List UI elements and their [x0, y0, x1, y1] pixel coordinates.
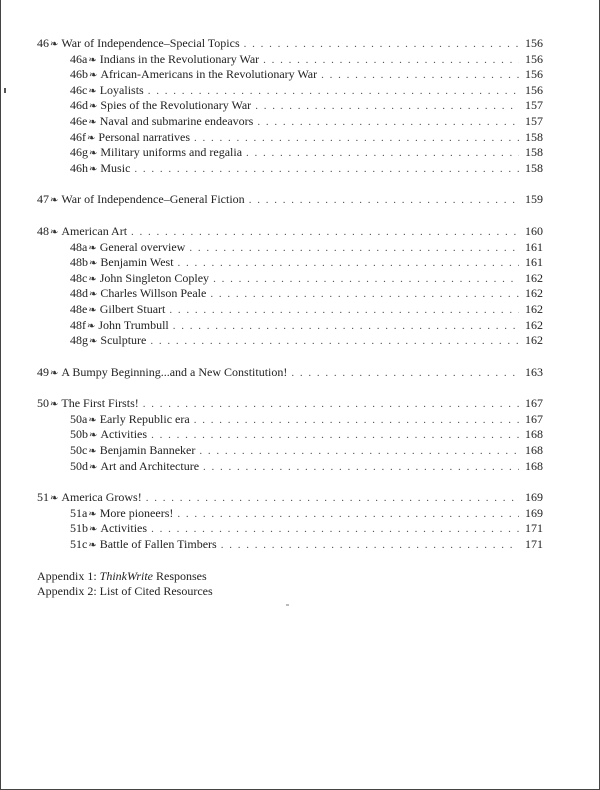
entry-number: 50b	[70, 427, 88, 442]
dot-leader	[321, 68, 519, 84]
toc-entry[interactable]	[37, 224, 543, 240]
entry-page-number: 159	[525, 192, 543, 207]
dot-leader	[244, 37, 519, 53]
dot-leader	[203, 460, 519, 476]
dot-leader	[151, 428, 519, 444]
dot-leader	[146, 491, 519, 507]
scan-mark	[4, 88, 6, 93]
floral-heart-icon: ❧	[88, 54, 97, 66]
entry-title: War of Independence–General Fiction	[61, 192, 245, 207]
toc-entry[interactable]	[37, 365, 543, 381]
entry-page-number: 169	[525, 490, 543, 505]
toc-section	[37, 36, 543, 176]
dot-leader	[213, 272, 519, 288]
dot-leader	[255, 99, 519, 115]
entry-number: 48e	[70, 301, 88, 316]
entry-page-number: 156	[525, 67, 543, 82]
toc-subentry[interactable]	[37, 130, 543, 146]
entry-title: More pioneers!	[99, 505, 174, 520]
toc-subentry[interactable]	[37, 114, 543, 130]
toc-subentry[interactable]	[37, 145, 543, 161]
dot-leader	[148, 84, 519, 100]
entry-number: 48f	[70, 317, 86, 332]
dot-leader	[291, 366, 519, 382]
toc-subentry[interactable]	[37, 443, 543, 459]
entry-number: 46b	[70, 67, 88, 82]
toc-subentry[interactable]	[37, 240, 543, 256]
entry-title: Benjamin Banneker	[99, 443, 196, 458]
floral-heart-icon: ❧	[89, 258, 98, 270]
entry-page-number: 163	[525, 364, 543, 379]
floral-heart-icon: ❧	[50, 493, 59, 505]
entry-page-number: 160	[525, 223, 543, 238]
dot-leader	[246, 146, 519, 162]
entry-title: Military uniforms and regalia	[100, 145, 243, 160]
toc-subentry[interactable]	[37, 302, 543, 318]
floral-heart-icon: ❧	[87, 320, 96, 332]
appendix-1-suffix: Responses	[153, 568, 207, 583]
toc-subentry[interactable]	[37, 286, 543, 302]
entry-title: Gilbert Stuart	[99, 301, 166, 316]
entry-page-number: 167	[525, 411, 543, 426]
entry-number: 46c	[70, 82, 88, 97]
entry-page-number: 161	[525, 255, 543, 270]
entry-number: 51c	[70, 537, 88, 552]
toc-subentry[interactable]	[37, 271, 543, 287]
floral-heart-icon: ❧	[88, 446, 97, 458]
toc-subentry[interactable]	[37, 427, 543, 443]
entry-number: 51	[37, 490, 49, 505]
entry-title: Loyalists	[99, 82, 144, 97]
entry-number: 48a	[70, 239, 88, 254]
appendix-2[interactable]: Appendix 2: List of Cited Resources	[37, 584, 213, 599]
entry-title: African-Americans in the Revolutionary War	[100, 67, 318, 82]
floral-heart-icon: ❧	[89, 430, 98, 442]
toc-subentry[interactable]	[37, 459, 543, 475]
floral-heart-icon: ❧	[89, 461, 98, 473]
entry-number: 48d	[70, 286, 88, 301]
entry-number: 50a	[70, 411, 88, 426]
toc-subentry[interactable]	[37, 537, 543, 553]
floral-heart-icon: ❧	[89, 148, 98, 160]
floral-heart-icon: ❧	[88, 304, 97, 316]
floral-heart-icon: ❧	[50, 195, 59, 207]
entry-page-number: 171	[525, 537, 543, 552]
entry-title: Activities	[100, 427, 148, 442]
entry-page-number: 162	[525, 301, 543, 316]
entry-page-number: 161	[525, 239, 543, 254]
entry-title: Activities	[100, 521, 148, 536]
toc-entry[interactable]	[37, 36, 543, 52]
entry-title: Music	[100, 160, 131, 175]
dot-leader	[134, 162, 519, 178]
entry-number: 48	[37, 223, 49, 238]
floral-heart-icon: ❧	[88, 273, 97, 285]
entry-page-number: 157	[525, 113, 543, 128]
entry-title: Battle of Fallen Timbers	[99, 537, 217, 552]
dot-leader	[178, 256, 519, 272]
floral-heart-icon: ❧	[88, 85, 97, 97]
toc-subentry[interactable]	[37, 255, 543, 271]
entry-title: Charles Willson Peale	[100, 286, 207, 301]
entry-number: 50d	[70, 458, 88, 473]
entry-title: A Bumpy Beginning...and a New Constitution!	[61, 364, 288, 379]
entry-number: 46d	[70, 98, 88, 113]
entry-number: 47	[37, 192, 49, 207]
entry-title: Early Republic era	[99, 411, 190, 426]
toc-entry[interactable]	[37, 192, 543, 208]
toc-entry[interactable]	[37, 490, 543, 506]
entry-title: War of Independence–Special Topics	[61, 36, 240, 50]
entry-title: Sculpture	[100, 333, 147, 348]
floral-heart-icon: ❧	[50, 367, 59, 379]
toc-subentry[interactable]	[37, 98, 543, 114]
entry-page-number: 157	[525, 98, 543, 113]
entry-title: Art and Architecture	[100, 458, 200, 473]
dot-leader	[150, 334, 519, 350]
floral-heart-icon: ❧	[88, 116, 97, 128]
entry-title: Personal narratives	[98, 129, 191, 144]
appendix-1-italic: ThinkWrite	[99, 568, 154, 583]
toc-subentry[interactable]	[37, 506, 543, 522]
floral-heart-icon: ❧	[89, 70, 98, 82]
scan-speck	[286, 604, 289, 606]
entry-number: 46h	[70, 160, 88, 175]
dot-leader	[151, 522, 519, 538]
dot-leader	[131, 225, 519, 241]
entry-title: Naval and submarine endeavors	[99, 113, 254, 128]
dot-leader	[199, 444, 519, 460]
appendix-1[interactable]	[37, 569, 543, 585]
entry-page-number: 158	[525, 145, 543, 160]
entry-number: 50c	[70, 443, 88, 458]
entry-number: 46e	[70, 113, 88, 128]
floral-heart-icon: ❧	[87, 132, 96, 144]
toc-subentry[interactable]	[37, 333, 543, 349]
toc-subentry[interactable]	[37, 521, 543, 537]
entry-number: 48g	[70, 333, 88, 348]
entry-number: 46f	[70, 129, 86, 144]
entry-number: 50	[37, 396, 49, 411]
entry-page-number: 169	[525, 505, 543, 520]
dot-leader	[194, 131, 519, 147]
entry-title: Benjamin West	[100, 255, 174, 270]
floral-heart-icon: ❧	[88, 508, 97, 520]
entry-page-number: 162	[525, 333, 543, 348]
entry-page-number: 168	[525, 458, 543, 473]
entry-number: 51a	[70, 505, 88, 520]
toc-subentry[interactable]	[37, 52, 543, 68]
dot-leader	[169, 303, 519, 319]
entry-page-number: 158	[525, 129, 543, 144]
entry-title: American Art	[61, 223, 128, 238]
floral-heart-icon: ❧	[89, 289, 98, 301]
floral-heart-icon: ❧	[89, 163, 98, 175]
dot-leader	[189, 241, 519, 257]
toc-subentry[interactable]	[37, 83, 543, 99]
entry-number: 48b	[70, 255, 88, 270]
entry-number: 51b	[70, 521, 88, 536]
appendix-list	[37, 569, 543, 600]
entry-page-number: 156	[525, 51, 543, 66]
dot-leader	[210, 287, 519, 303]
entry-page-number: 156	[525, 36, 543, 50]
entry-title: John Trumbull	[98, 317, 169, 332]
floral-heart-icon: ❧	[88, 540, 97, 552]
floral-heart-icon: ❧	[50, 226, 59, 238]
entry-number: 48c	[70, 270, 88, 285]
appendix-1-prefix: Appendix 1:	[37, 568, 100, 583]
entry-number: 46g	[70, 145, 88, 160]
entry-title: Indians in the Revolutionary War	[99, 51, 260, 66]
toc-section	[37, 192, 543, 208]
entry-title: John Singleton Copley	[99, 270, 210, 285]
entry-page-number: 162	[525, 286, 543, 301]
entry-title: The First Firsts!	[61, 396, 139, 411]
entry-number: 49	[37, 364, 49, 379]
entry-page-number: 162	[525, 270, 543, 285]
toc-entry[interactable]	[37, 396, 543, 412]
entry-page-number: 171	[525, 521, 543, 536]
entry-page-number: 156	[525, 82, 543, 97]
dot-leader	[194, 413, 519, 429]
floral-heart-icon: ❧	[88, 414, 97, 426]
floral-heart-icon: ❧	[89, 336, 98, 348]
toc-subentry[interactable]	[37, 161, 543, 177]
toc-subentry[interactable]	[37, 412, 543, 428]
toc-section	[37, 365, 543, 381]
toc-subentry[interactable]	[37, 318, 543, 334]
entry-number: 46	[37, 36, 49, 50]
dot-leader	[177, 507, 519, 523]
entry-title: General overview	[99, 239, 186, 254]
dot-leader	[221, 538, 519, 554]
toc-subentry[interactable]	[37, 67, 543, 83]
entry-title: America Grows!	[61, 490, 142, 505]
table-of-contents	[37, 36, 543, 600]
entry-page-number: 167	[525, 396, 543, 411]
dot-leader	[249, 193, 519, 209]
floral-heart-icon: ❧	[89, 101, 98, 113]
dot-leader	[143, 397, 519, 413]
entry-number: 46a	[70, 51, 88, 66]
floral-heart-icon: ❧	[50, 399, 59, 411]
dot-leader	[263, 53, 519, 69]
floral-heart-icon: ❧	[50, 39, 59, 50]
dot-leader	[257, 115, 519, 131]
entry-page-number: 162	[525, 317, 543, 332]
dot-leader	[173, 319, 519, 335]
entry-page-number: 158	[525, 160, 543, 175]
toc-section	[37, 224, 543, 349]
entry-title: Spies of the Revolutionary War	[100, 98, 252, 113]
toc-section	[37, 396, 543, 474]
entry-page-number: 168	[525, 443, 543, 458]
toc-section	[37, 490, 543, 552]
entry-page-number: 168	[525, 427, 543, 442]
floral-heart-icon: ❧	[88, 242, 97, 254]
floral-heart-icon: ❧	[89, 524, 98, 536]
